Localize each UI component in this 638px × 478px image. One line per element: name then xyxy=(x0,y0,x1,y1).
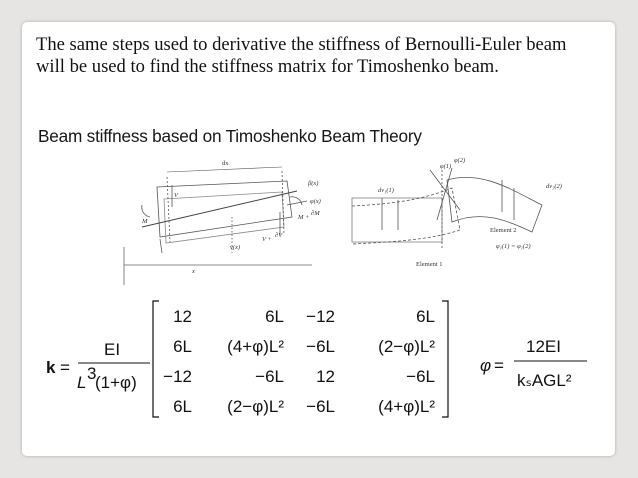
fig1-dm-label: ∂M xyxy=(311,210,320,217)
k-symbol: k xyxy=(46,358,56,377)
matrix-cell: −6L xyxy=(306,397,335,416)
fig1-beta-label: β(x) xyxy=(308,180,319,187)
fig2-phi1-label: φ(1) xyxy=(440,163,452,170)
fig2-phi2-label: φ(2) xyxy=(454,157,466,164)
matrix-cell: (2−φ)L² xyxy=(378,337,435,356)
denominator-l: L xyxy=(77,373,87,392)
fig1-phi-label: φ(x) xyxy=(310,198,321,205)
fig1-v-label: V xyxy=(174,192,178,199)
fig2-element2-label: Element 2 xyxy=(490,227,517,234)
fig2-dv1-label: dv₁(1) xyxy=(378,187,394,194)
matrix-cell: (4+φ)L² xyxy=(227,337,284,356)
matrix-cell: 12 xyxy=(316,367,335,386)
fig1-mplus-label: M + xyxy=(298,214,310,221)
matrix-cell: −6L xyxy=(255,367,284,386)
matrix-right-bracket xyxy=(442,301,448,417)
phi-denominator: kₛAGL² xyxy=(517,371,572,390)
fig1-x-label: x xyxy=(192,268,195,275)
phi-equals: = xyxy=(494,356,504,375)
matrix-cell: (4+φ)L² xyxy=(378,397,435,416)
ei-numerator: EI xyxy=(104,340,121,359)
fig1-vplus-label: V + xyxy=(262,236,272,243)
matrix-row-1 xyxy=(173,307,435,326)
matrix-cell: −6L xyxy=(406,367,435,386)
matrix-cell: 6L xyxy=(416,307,435,326)
fig1-dx-label: dx xyxy=(222,160,229,167)
fig1-vx-label: v(x) xyxy=(230,244,241,251)
matrix-cell: −6L xyxy=(306,337,335,356)
matrix-cell: 6L xyxy=(173,397,192,416)
matrix-cell: −12 xyxy=(163,367,192,386)
denominator-exp: 3 xyxy=(87,364,97,383)
denominator-rest: (1+φ) xyxy=(95,373,137,392)
matrix-cell: 6L xyxy=(265,307,284,326)
matrix-cell: (2−φ)L² xyxy=(227,397,284,416)
stiffness-formula xyxy=(22,272,615,432)
equals-sign: = xyxy=(60,358,70,377)
beam-element-figure xyxy=(112,157,342,287)
phi-numerator: 12EI xyxy=(526,337,561,356)
matrix-left-bracket xyxy=(153,301,159,417)
fig2-dv2-label: dv₂(2) xyxy=(546,183,562,190)
matrix-cell: −12 xyxy=(306,307,335,326)
intro-text: The same steps used to derivative the stiffness of Bernoulli-Euler beam will be used to find the stiffness matrix for Timoshenko beam. xyxy=(36,34,567,77)
section-heading: Beam stiffness based on Timoshenko Beam Theory xyxy=(38,126,422,146)
fig1-dv-label: ∂V xyxy=(275,232,283,239)
fig1-m-label: M xyxy=(142,218,148,225)
matrix-cell: 12 xyxy=(173,307,192,326)
matrix-row-4 xyxy=(173,397,435,416)
element-pair-figure xyxy=(342,150,582,285)
matrix-cell: 6L xyxy=(173,337,192,356)
matrix-row-2 xyxy=(173,337,435,356)
slide xyxy=(22,22,615,456)
fig2-element1-label: Element 1 xyxy=(416,261,443,268)
phi-symbol: φ xyxy=(480,356,492,375)
matrix-row-3 xyxy=(163,367,435,386)
fig2-condition-label: φ₁(1) = φ₁(2) xyxy=(496,243,531,250)
